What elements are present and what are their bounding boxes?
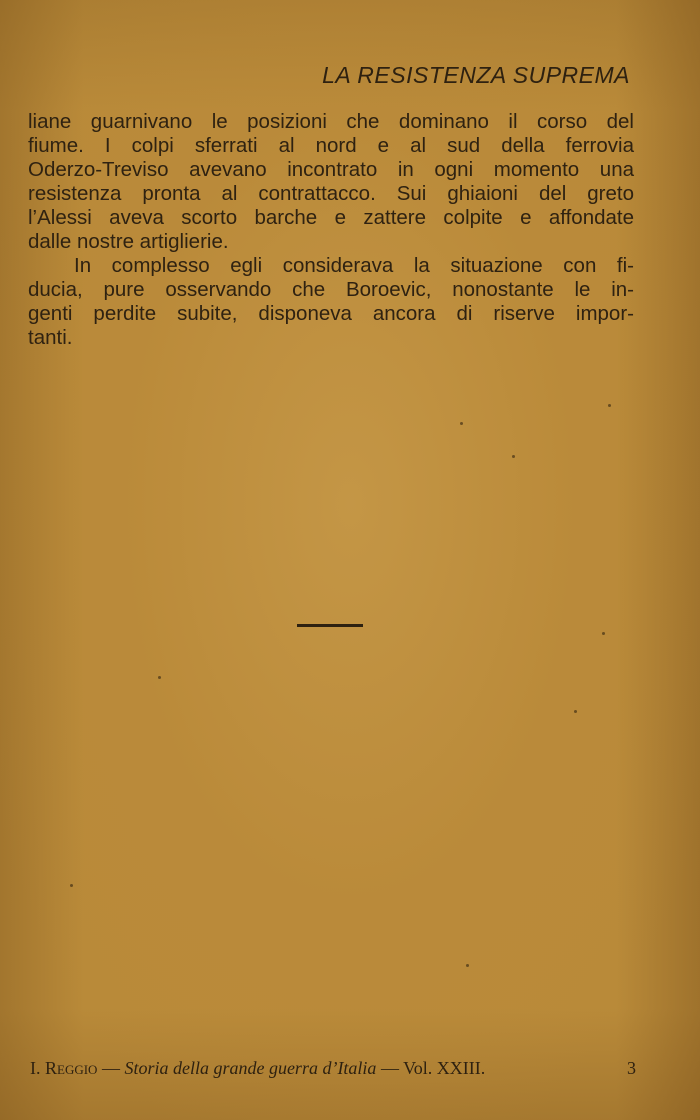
- text-line: tanti.: [28, 326, 73, 349]
- paper-speck: [512, 455, 515, 458]
- paper-speck: [608, 404, 611, 407]
- text-line: l’Alessi aveva scorto barche e zattere colpite e affondate: [28, 206, 634, 229]
- paper-speck: [158, 676, 161, 679]
- author-initial: I.: [30, 1058, 41, 1078]
- paragraph: [28, 110, 634, 254]
- running-head: LA RESISTENZA SUPREMA: [322, 62, 630, 88]
- text-line: liane guarnivano le posizioni che dominano il corso del: [28, 110, 634, 133]
- page-footer: [30, 1058, 636, 1079]
- paper-speck: [574, 710, 577, 713]
- body-text: [28, 110, 634, 350]
- section-end-rule: [297, 624, 363, 627]
- footer-dash: —: [380, 1058, 399, 1078]
- volume-label: Vol. XXIII.: [403, 1058, 486, 1078]
- text-line: genti perdite subite, disponeva ancora di riserve impor-: [28, 302, 634, 325]
- text-line: fiume. I colpi sferrati al nord e al sud della ferrovia: [28, 134, 634, 157]
- paper-speck: [466, 964, 469, 967]
- paragraph: [28, 254, 634, 350]
- paper-speck: [460, 422, 463, 425]
- paper-speck: [70, 884, 73, 887]
- author-name: Reggio: [45, 1058, 98, 1078]
- book-title: Storia della grande guerra d’Italia: [124, 1058, 377, 1078]
- text-line: dalle nostre artiglierie.: [28, 230, 229, 253]
- text-line: Oderzo-Treviso avevano incontrato in ogni momento una: [28, 158, 634, 181]
- text-line: ducia, pure osservando che Boroevic, nonostante le in-: [28, 278, 634, 301]
- footer-dash: —: [101, 1058, 120, 1078]
- text-line: In complesso egli considerava la situazione con fi-: [74, 254, 634, 277]
- text-line: resistenza pronta al contrattacco. Sui ghiaioni del greto: [28, 182, 634, 205]
- page-number: 3: [627, 1058, 636, 1078]
- footer-citation: [30, 1058, 485, 1079]
- paper-speck: [602, 632, 605, 635]
